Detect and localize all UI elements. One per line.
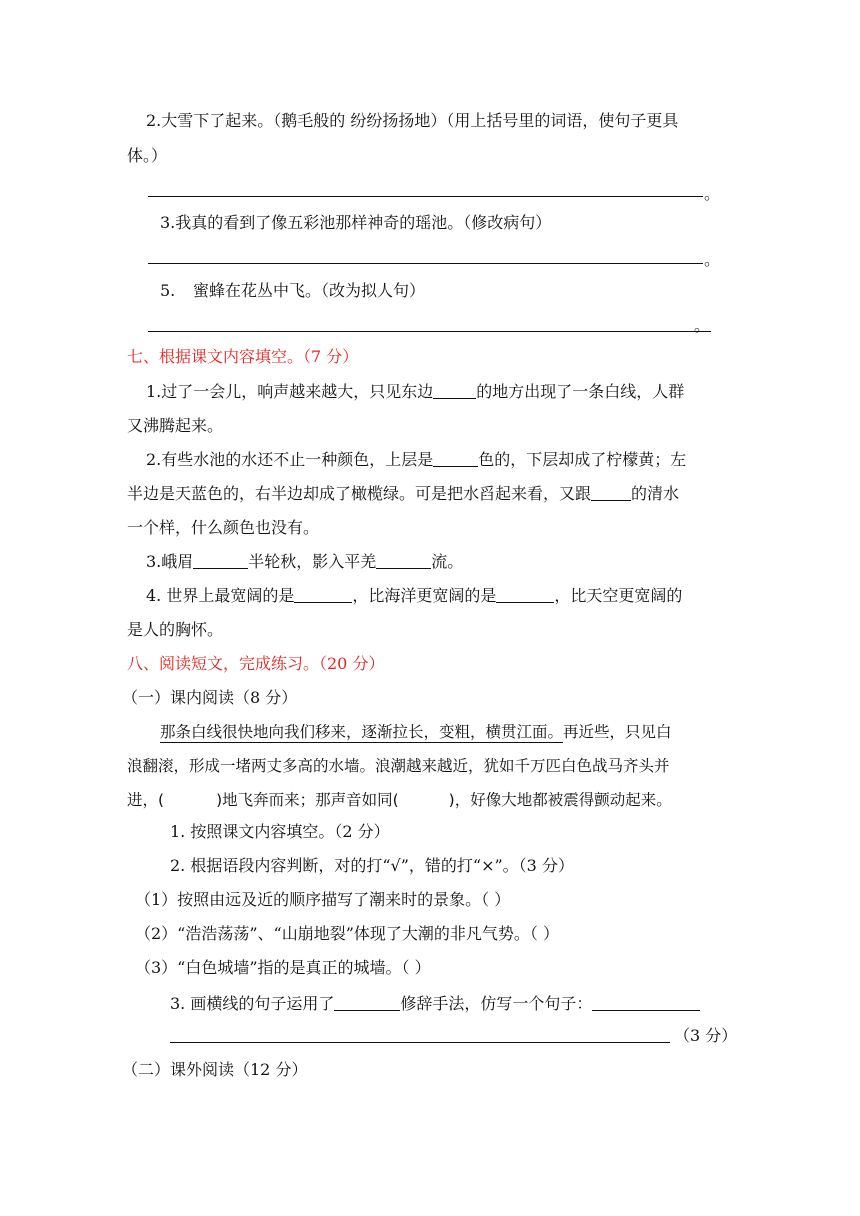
answer-line-ex3[interactable] (170, 1042, 670, 1043)
s7-q3 (146, 552, 463, 572)
exercise-3-text-a: 3. 画横线的句子运用了 (170, 994, 335, 1013)
underlined-sentence: 那条白线很快地向我们移来，逐渐拉长，变粗，横贯江面。 (160, 723, 564, 741)
s7-q2-text-a: 2.有些水池的水还不止一种颜色，上层是 (146, 450, 434, 469)
fill-blank[interactable] (334, 994, 400, 1011)
fill-blank[interactable] (376, 552, 431, 569)
s7-q2-text-b: 色的，下层却成了柠檬黄；左 (478, 450, 687, 469)
fill-blank[interactable] (433, 450, 478, 467)
q6-item2-line1: 2.大雪下了起来。（鹅毛般的 纷纷扬扬地）（用上括号里的词语，使句子更具 (146, 111, 679, 130)
exercise-2: 2. 根据语段内容判断，对的打“√”，错的打“×”。（3 分） (170, 856, 574, 875)
s7-q1-line1 (146, 382, 684, 402)
fill-blank[interactable] (591, 484, 631, 501)
s7-q4-text-c: ，比天空更宽阔的 (554, 586, 683, 605)
passage-line1-rest: 再近些，只见白 (563, 723, 672, 741)
fill-blank[interactable] (193, 552, 248, 569)
judgment-1[interactable]: （1）按照由远及近的顺序描写了潮来时的景象。（ ） (135, 890, 511, 909)
fill-blank[interactable] (294, 586, 352, 603)
section-7-heading: 七、根据课文内容填空。（7 分） (127, 347, 359, 366)
s7-q3-text-a: 3.峨眉 (146, 552, 194, 571)
q6-item3: 3.我真的看到了像五彩池那样神奇的瑶池。（修改病句） (160, 213, 552, 232)
s7-q4-line2: 是人的胸怀。 (127, 620, 224, 639)
passage-line3-b: )地飞奔而来；那声音如同( (216, 791, 399, 809)
exercise-1: 1. 按照课文内容填空。（2 分） (170, 822, 390, 841)
s7-q2-text-c: 半边是天蓝色的，右半边却成了橄榄绿。可是把水舀起来看，又跟 (127, 484, 592, 503)
exercise-3-score: （3 分） (674, 1026, 738, 1045)
fill-blank[interactable] (496, 586, 554, 603)
s7-q3-text-b: 半轮秋，影入平羌 (248, 552, 377, 571)
answer-line-q6-2[interactable] (148, 196, 703, 197)
exercise-3 (170, 994, 700, 1014)
passage-line1 (160, 722, 672, 742)
s7-q4-text-b: ，比海洋更宽阔的是 (352, 586, 497, 605)
answer-period: 。 (704, 184, 721, 203)
fill-blank[interactable] (433, 382, 476, 399)
judgment-3[interactable]: （3）“白色城墙”指的是真正的城墙。（ ） (135, 958, 431, 977)
s7-q2-text-d: 的清水 (631, 484, 680, 503)
passage-line2: 浪翻滚，形成一堵两丈多高的水墙。浪潮越来越近，犹如千万匹白色战马齐头并 (127, 757, 670, 775)
q6-item2-line2: 体。） (127, 146, 168, 165)
judgment-2[interactable]: （2）“浩浩荡荡”、“山崩地裂”体现了大潮的非凡气势。（ ） (135, 924, 559, 943)
s7-q4-line1 (146, 586, 682, 606)
s7-q2-line2 (127, 484, 679, 504)
s7-q3-text-c: 流。 (431, 552, 464, 571)
answer-line-q6-5[interactable] (148, 331, 711, 332)
passage-line3-c: )，好像大地都被震得颤动起来。 (448, 791, 672, 809)
passage-line3-a: 进，( (127, 791, 165, 809)
s7-q2-line1 (146, 450, 686, 470)
answer-period: 。 (704, 250, 721, 269)
s7-q4-text-a: 4. 世界上最宽阔的是 (146, 586, 295, 605)
q6-item5-number: 5. (160, 281, 176, 300)
s8-part1-title: （一）课内阅读（8 分） (122, 688, 298, 707)
s8-part2-title: （二）课外阅读（12 分） (122, 1060, 308, 1079)
answer-line-q6-3[interactable] (148, 263, 703, 264)
s7-q1-text-a: 1.过了一会儿，响声越来越大，只见东边 (146, 382, 434, 401)
section-8-heading: 八、阅读短文，完成练习。（20 分） (127, 654, 385, 673)
answer-period: 。 (694, 316, 711, 335)
fill-blank[interactable] (592, 994, 700, 1011)
q6-item5-text: 蜜蜂在花丛中飞。（改为拟人句） (193, 281, 426, 300)
s7-q1-text-b: 的地方出现了一条白线，人群 (476, 382, 685, 401)
s7-q2-line3: 一个样，什么颜色也没有。 (127, 518, 320, 537)
exercise-3-text-b: 修辞手法，仿写一个句子： (400, 994, 593, 1013)
s7-q1-line2: 又沸腾起来。 (127, 416, 224, 435)
passage-line3 (127, 790, 672, 810)
